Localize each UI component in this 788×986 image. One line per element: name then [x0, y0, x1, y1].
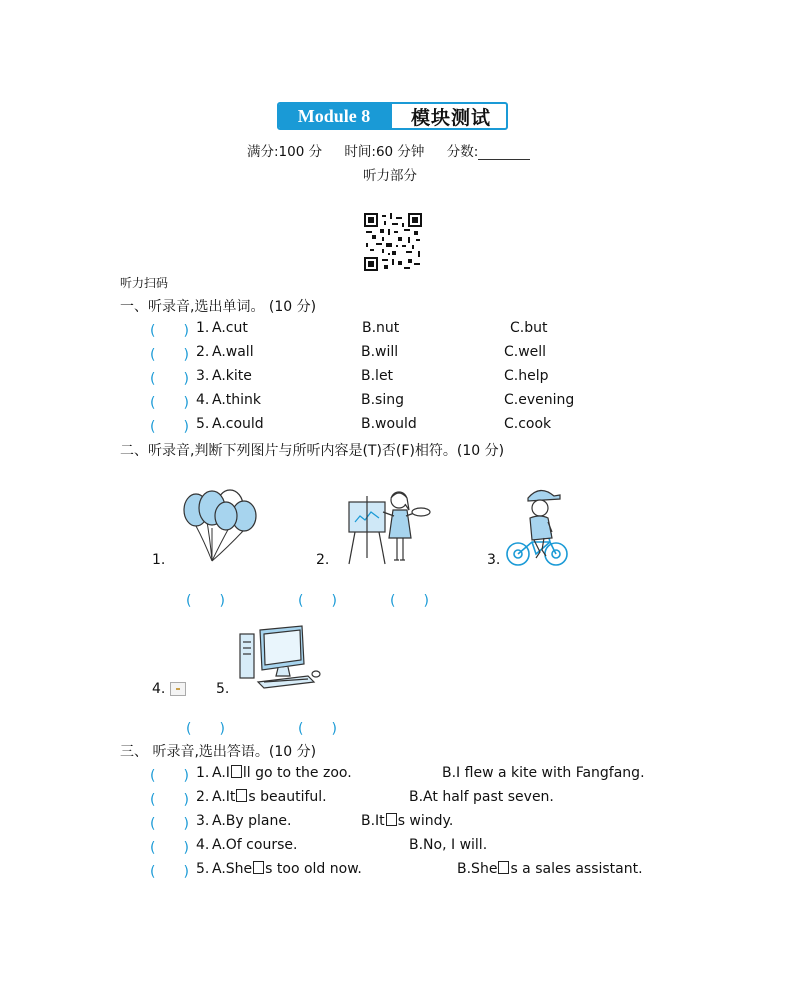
- answer-blank[interactable]: ( ): [150, 347, 189, 363]
- option-c[interactable]: C.but: [510, 320, 548, 336]
- answer-blank[interactable]: ( ): [150, 768, 189, 784]
- test-label: 模块测试: [410, 106, 491, 129]
- answer-blank[interactable]: ( ): [150, 419, 189, 435]
- answer-blank[interactable]: ( ): [150, 864, 189, 880]
- question-number: 1.: [196, 765, 210, 781]
- answer-blank[interactable]: ( ): [186, 721, 225, 737]
- computer-picture: [238, 624, 322, 694]
- option-b[interactable]: B.will: [361, 344, 399, 360]
- score-label: 分数:: [446, 144, 479, 160]
- option-a[interactable]: A.She s too old now.: [212, 861, 362, 877]
- option-a[interactable]: A.could: [212, 416, 264, 432]
- picture-label: 3.: [487, 552, 501, 568]
- banner-divider: [389, 104, 396, 128]
- missing-glyph-box: [231, 765, 242, 778]
- module-label: Module 8: [279, 104, 389, 128]
- question-number: 2.: [196, 344, 210, 360]
- option-a[interactable]: A.Of course.: [212, 837, 298, 853]
- broken-image-icon: [170, 682, 186, 696]
- answer-blank[interactable]: ( ): [150, 323, 189, 339]
- option-a[interactable]: A.wall: [212, 344, 254, 360]
- question-number: 5.: [196, 861, 210, 877]
- picture-label: 1.: [152, 552, 166, 568]
- answer-blank[interactable]: ( ): [298, 721, 337, 737]
- question-number: 2.: [196, 789, 210, 805]
- question-number: 4.: [196, 837, 210, 853]
- option-b[interactable]: B.At half past seven.: [409, 789, 554, 805]
- score-blank: [478, 145, 530, 160]
- option-b[interactable]: B.No, I will.: [409, 837, 488, 853]
- listening-part-title: 听力部分: [363, 168, 417, 184]
- picture-label: 2.: [316, 552, 330, 568]
- cycling-boy-picture: [504, 488, 570, 570]
- option-c[interactable]: C.cook: [504, 416, 552, 432]
- missing-glyph-box: [386, 813, 397, 826]
- question-number: 1.: [196, 320, 210, 336]
- question-number: 4.: [196, 392, 210, 408]
- option-b[interactable]: B.nut: [362, 320, 400, 336]
- answer-blank[interactable]: ( ): [150, 371, 189, 387]
- time-limit: 时间:60 分钟: [344, 144, 425, 160]
- answer-blank[interactable]: ( ): [150, 840, 189, 856]
- picture-label: 5.: [216, 681, 230, 697]
- missing-glyph-box: [253, 861, 264, 874]
- option-c[interactable]: C.evening: [504, 392, 575, 408]
- exam-meta: [247, 140, 530, 160]
- option-a[interactable]: A.cut: [212, 320, 248, 336]
- answer-blank[interactable]: ( ): [150, 792, 189, 808]
- full-score: 满分:100 分: [247, 144, 323, 160]
- option-c[interactable]: C.help: [504, 368, 549, 384]
- answer-blank[interactable]: ( ): [186, 593, 225, 609]
- option-a[interactable]: A.I ll go to the zoo.: [212, 765, 352, 781]
- option-a[interactable]: A.By plane.: [212, 813, 292, 829]
- question-number: 5.: [196, 416, 210, 432]
- option-b[interactable]: B.would: [361, 416, 417, 432]
- qr-code-icon[interactable]: [364, 213, 422, 271]
- option-b[interactable]: B.It s windy.: [361, 813, 454, 829]
- option-b[interactable]: B.let: [361, 368, 394, 384]
- balloons-picture: [182, 486, 262, 566]
- option-a[interactable]: A.It s beautiful.: [212, 789, 327, 805]
- qr-caption: 听力扫码: [120, 276, 169, 290]
- option-b[interactable]: B.sing: [361, 392, 404, 408]
- answer-blank[interactable]: ( ): [298, 593, 337, 609]
- question-number: 3.: [196, 368, 210, 384]
- option-a[interactable]: A.kite: [212, 368, 252, 384]
- option-c[interactable]: C.well: [504, 344, 547, 360]
- missing-glyph-box: [498, 861, 509, 874]
- section1-title: 一、听录音,选出单词。 (10 分): [120, 299, 317, 315]
- painting-girl-picture: [345, 488, 433, 568]
- section2-title: 二、听录音,判断下列图片与所听内容是(T)否(F)相符。(10 分): [120, 443, 505, 459]
- section3-title: 三、 听录音,选出答语。(10 分): [120, 744, 317, 760]
- option-a[interactable]: A.think: [212, 392, 262, 408]
- answer-blank[interactable]: ( ): [150, 395, 189, 411]
- module-banner: [277, 102, 508, 130]
- option-b[interactable]: B.She s a sales assistant.: [457, 861, 643, 877]
- picture-label: 4.: [152, 681, 166, 697]
- question-number: 3.: [196, 813, 210, 829]
- option-b[interactable]: B.I flew a kite with Fangfang.: [442, 765, 645, 781]
- missing-glyph-box: [236, 789, 247, 802]
- answer-blank[interactable]: ( ): [390, 593, 429, 609]
- answer-blank[interactable]: ( ): [150, 816, 189, 832]
